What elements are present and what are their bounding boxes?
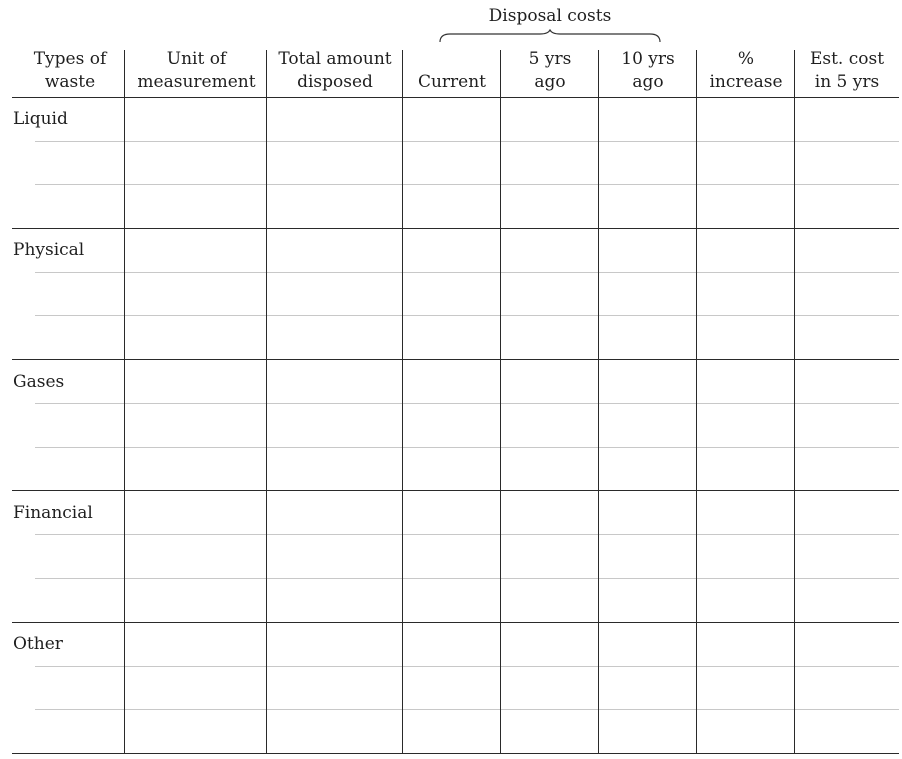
header-line-2: ago — [534, 72, 566, 92]
column-header-unit-of-measurement — [126, 48, 267, 94]
row-label-physical: Physical — [13, 240, 85, 260]
header-line-2: ago — [632, 72, 664, 92]
column-header-types-of-waste — [10, 48, 130, 94]
header-line-2: increase — [709, 72, 783, 92]
group-divider — [12, 622, 899, 623]
row-label-liquid: Liquid — [13, 109, 68, 129]
column-header-est-cost-in-5-yrs — [795, 48, 899, 94]
header-line-1: % — [737, 49, 755, 69]
group-brace — [438, 29, 662, 45]
row-label-gases: Gases — [13, 372, 65, 392]
column-header-current — [403, 71, 501, 94]
group-divider — [12, 228, 899, 229]
header-line-1: Est. cost — [809, 49, 885, 69]
header-line-2: Current — [417, 72, 487, 92]
header-line-2: disposed — [297, 72, 373, 92]
header-bottom-rule — [12, 97, 899, 98]
header-line-1: Unit of — [166, 49, 227, 69]
row-line — [35, 272, 899, 273]
column-divider — [696, 50, 697, 754]
row-label-financial: Financial — [13, 503, 93, 523]
column-header-10-yrs-ago — [599, 48, 697, 94]
column-divider — [402, 50, 403, 754]
column-divider — [500, 50, 501, 754]
header-line-1: 10 yrs — [621, 49, 675, 69]
column-header-percent-increase — [697, 48, 795, 94]
column-divider — [794, 50, 795, 754]
header-line-1: 5 yrs — [528, 49, 572, 69]
row-line — [35, 666, 899, 667]
row-label-other: Other — [13, 634, 63, 654]
header-line-1: Types of — [33, 49, 107, 69]
group-divider — [12, 359, 899, 360]
row-line — [35, 141, 899, 142]
column-divider — [266, 50, 267, 754]
header-line-2: in 5 yrs — [814, 72, 880, 92]
table-bottom-rule — [12, 753, 899, 754]
header-line-1: Total amount — [278, 49, 392, 69]
row-line — [35, 534, 899, 535]
row-line — [35, 447, 899, 448]
column-divider — [124, 50, 125, 754]
header-line-2: measurement — [137, 72, 256, 92]
row-line — [35, 184, 899, 185]
column-header-total-amount-disposed — [267, 48, 403, 94]
row-line — [35, 709, 899, 710]
row-line — [35, 315, 899, 316]
group-header-disposal-costs: Disposal costs — [488, 6, 612, 26]
row-line — [35, 403, 899, 404]
row-line — [35, 578, 899, 579]
column-divider — [598, 50, 599, 754]
column-header-5-yrs-ago — [501, 48, 599, 94]
group-divider — [12, 490, 899, 491]
header-line-2: waste — [44, 72, 96, 92]
